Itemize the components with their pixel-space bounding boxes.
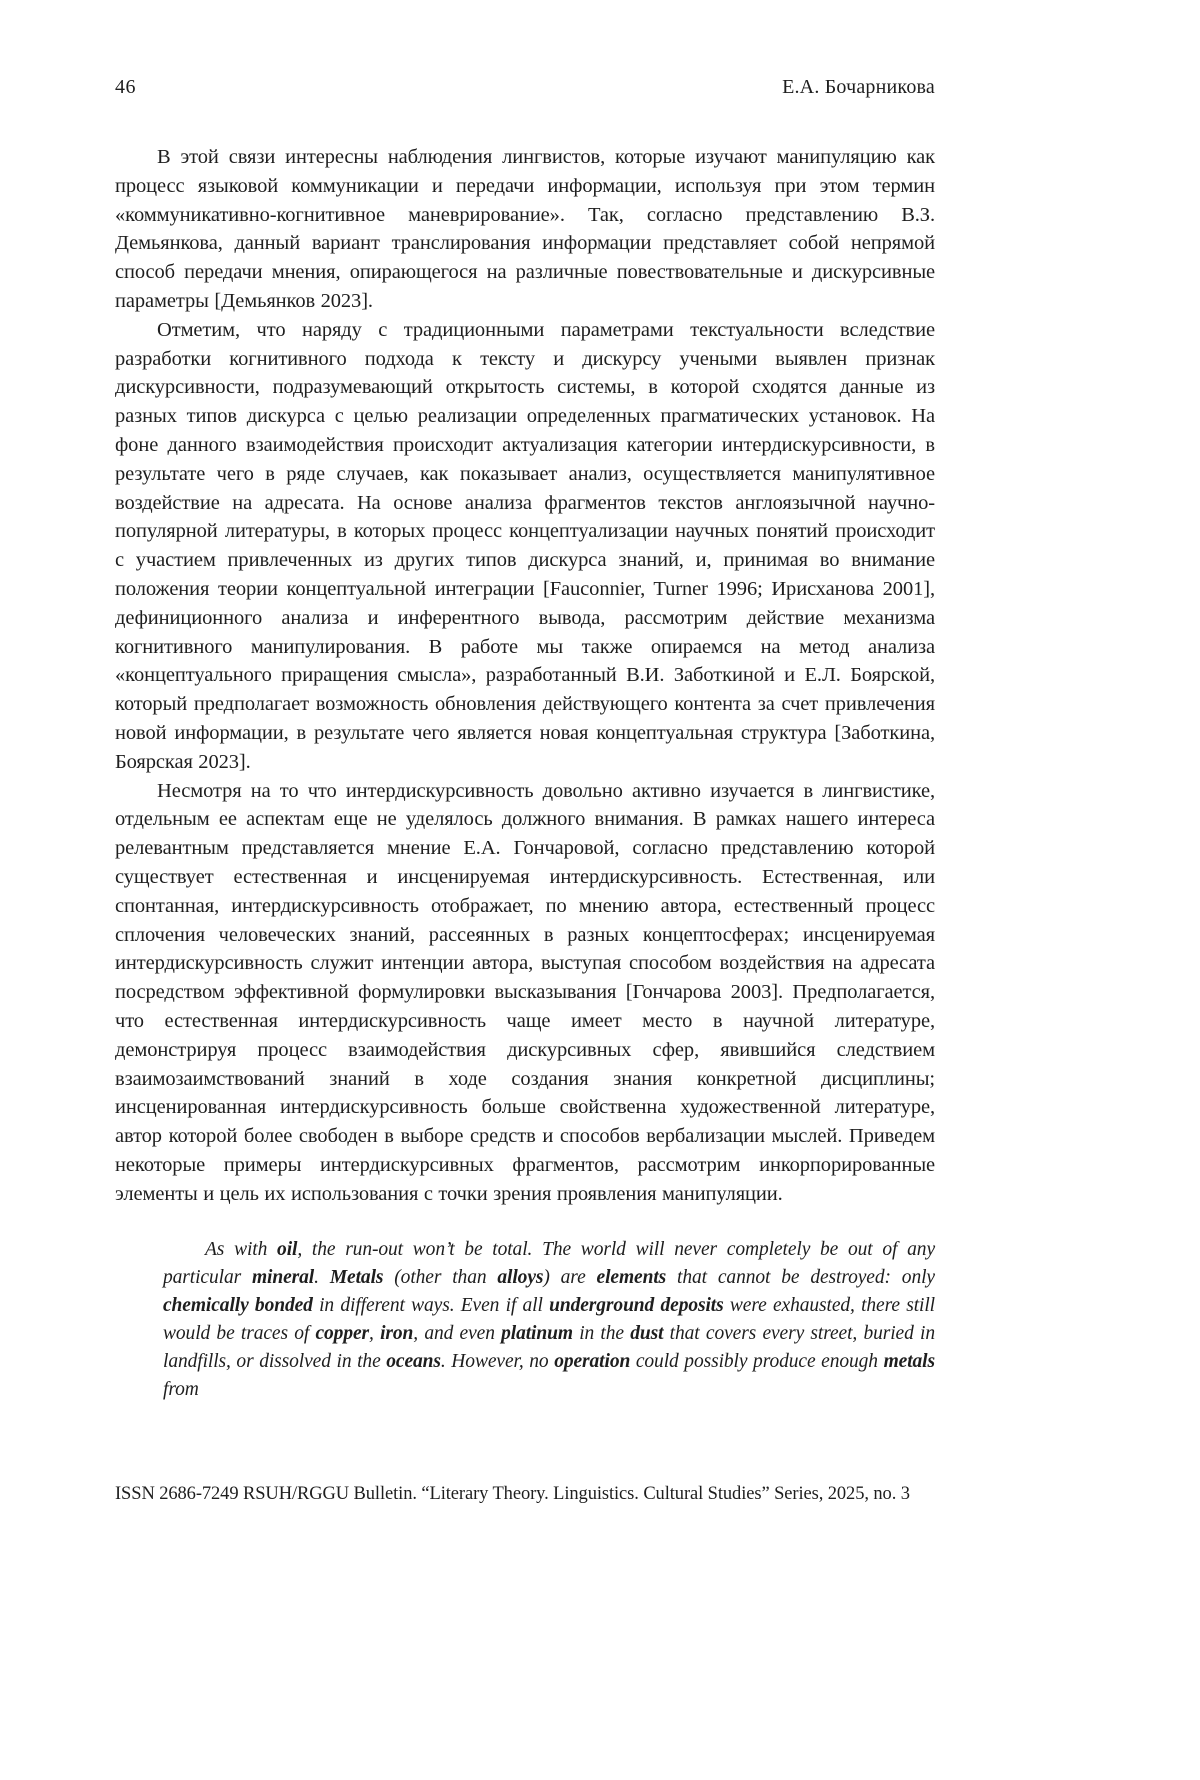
running-head-author: Е.А. Бочарникова [782,76,935,98]
page-number: 46 [115,76,136,98]
body-paragraph: Отметим, что наряду с традиционными параметрами текстуальности вследствие разработки когнитивного подхода к тексту и дискурсу учеными выявлен признак дискурсивности, подразумевающий открытость системы, в которой сходятся данные из разных типов дискурса с целью реализации определенных прагматических установок. На фоне данного взаимодействия происходит актуализация категории интердискурсивности, в результате чего в ряде случаев, как показывает анализ, осуществляется манипулятивное воздействие на адресата. На основе анализа фрагментов текстов англоязычной научно-популярной литературы, в которых процесс концептуализации научных понятий происходит с участием привлеченных из других типов дискурса знаний, и, принимая во внимание положения теории концептуальной интеграции [Fauconnier, Turner 1996; Ирисханова 2001], дефиниционного анализа и инферентного вывода, рассмотрим действие механизма когнитивного манипулирования. В работе мы также опираемся на метод анализа «концептуального приращения смысла», разработанный В.И. Заботкиной и Е.Л. Боярской, который предполагает возможность обновления действующего контента за счет привлечения новой информации, в результате чего является новая концептуальная структура [Заботкина, Боярская 2023]. [115,318,935,773]
page-footer: ISSN 2686-7249 RSUH/RGGU Bulletin. “Literary Theory. Linguistics. Cultural Studies” Series, 2025, no. 3 [115,1484,910,1504]
article-body [115,143,935,1404]
block-quote: As with oil, the run-out won’t be total. The world will never completely be out of any particular mineral. Metals (other than alloys) are elements that cannot be destroyed: only chemically bonded in different ways. Even if all underground deposits were exhausted, there still would be traces of copper, iron, and even platinum in the dust that covers every street, buried in landfills, or dissolved in the oceans. However, no operation could possibly produce enough metals from [163,1239,935,1401]
page-header [115,76,935,99]
body-paragraph: В этой связи интересны наблюдения лингвистов, которые изучают манипуляцию как процесс языковой коммуникации и передачи информации, используя при этом термин «коммуникативно-когнитивное маневрирование». Так, согласно представлению В.З. Демьянкова, данный вариант транслирования информации представляет собой непрямой способ передачи мнения, опирающегося на различные повествовательные и дискурсивные параметры [Демьянков 2023]. [115,146,935,312]
body-paragraph: Несмотря на то что интердискурсивность довольно активно изучается в лингвистике, отдельным ее аспектам еще не уделялось должного внимания. В рамках нашего интереса релевантным представляется мнение Е.А. Гончаровой, согласно представлению которой существует естественная и инсценируемая интердискурсивность. Естественная, или спонтанная, интердискурсивность отображает, по мнению автора, естественный процесс сплочения человеческих знаний, рассеянных в разных концептосферах; инсценируемая интердискурсивность служит интенции автора, выступая способом воздействия на адресата посредством эффективной формулировки высказывания [Гончарова 2003]. Предполагается, что естественная интердискурсивность чаще имеет место в научной литературе, демонстрируя процесс взаимодействия дискурсивных сфер, явившийся следствием взаимозаимствований знаний в ходе создания знания конкретной дисциплины; инсценированная интердискурсивность больше свойственна художественной литературе, автор которой более свободен в выборе средств и способов вербализации мыслей. Приведем некоторые примеры интердискурсивных фрагментов, рассмотрим инкорпорированные элементы и цель их использования с точки зрения проявления манипуляции. [115,779,935,1205]
